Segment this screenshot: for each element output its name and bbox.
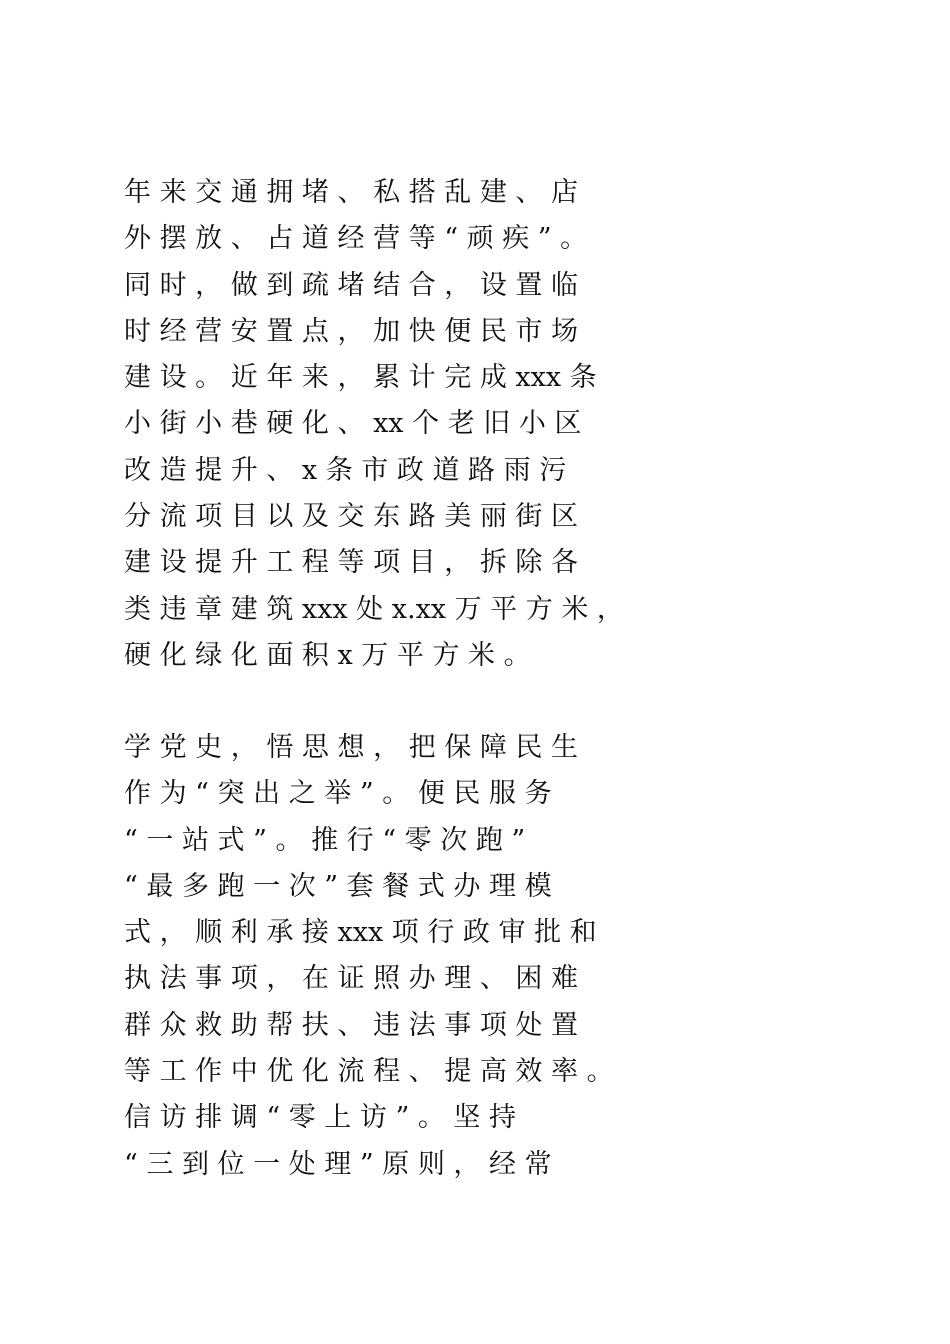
text-line: 时 经 营 安 置 点 ， 加 快 便 民 市 场	[124, 315, 578, 347]
text-line: 类 违 章 建 筑 xxx 处 x.xx 万 平 方 米 ，	[124, 593, 624, 625]
text-line: 建 设 。 近 年 来 ， 累 计 完 成 xxx 条	[124, 362, 597, 394]
text-line: “ 一 站 式 ” 。 推 行 “ 零 次 跑 ”	[124, 824, 526, 856]
paragraph-urban-management	[124, 170, 844, 679]
text-line: “ 三 到 位 一 处 理 ” 原 则 ， 经 常	[124, 1148, 552, 1180]
text-line: 小 街 小 巷 硬 化 、 xx 个 老 旧 小 区	[124, 408, 582, 440]
text-line: 分 流 项 目 以 及 交 东 路 美 丽 街 区	[124, 501, 578, 533]
text-line: 外 摆 放 、 占 道 经 营 等 “ 顽 疾 ” 。	[124, 223, 588, 255]
text-line: 同 时 ， 做 到 疏 堵 结 合 ， 设 置 临	[124, 269, 578, 301]
text-line: 学 党 史 ， 悟 思 想 ， 把 保 障 民 生	[124, 732, 578, 763]
text-line: 式 ， 顺 利 承 接 xxx 项 行 政 审 批 和	[124, 917, 597, 949]
paragraph-public-services	[124, 725, 844, 1188]
text-line: 执 法 事 项 ， 在 证 照 办 理 、 困 难	[124, 963, 578, 995]
text-line: 群 众 救 助 帮 扶 、 违 法 事 项 处 置	[124, 1009, 578, 1041]
text-line: 作 为 “ 突 出 之 举 ” 。 便 民 服 务	[124, 778, 552, 810]
text-line: 改 造 提 升 、 x 条 市 政 道 路 雨 污	[124, 454, 567, 486]
text-line: 年 来 交 通 拥 堵 、 私 搭 乱 建 、 店	[124, 177, 578, 208]
text-line: 信 访 排 调 “ 零 上 访 ” 。 坚 持	[124, 1102, 517, 1134]
text-line: 建 设 提 升 工 程 等 项 目 ， 拆 除 各	[124, 547, 578, 579]
text-line: 硬 化 绿 化 面 积 x 万 平 方 米 。	[124, 639, 531, 671]
text-line: “ 最 多 跑 一 次 ” 套 餐 式 办 理 模	[124, 870, 552, 902]
text-line: 等 工 作 中 优 化 流 程 、 提 高 效 率 。	[124, 1056, 614, 1088]
